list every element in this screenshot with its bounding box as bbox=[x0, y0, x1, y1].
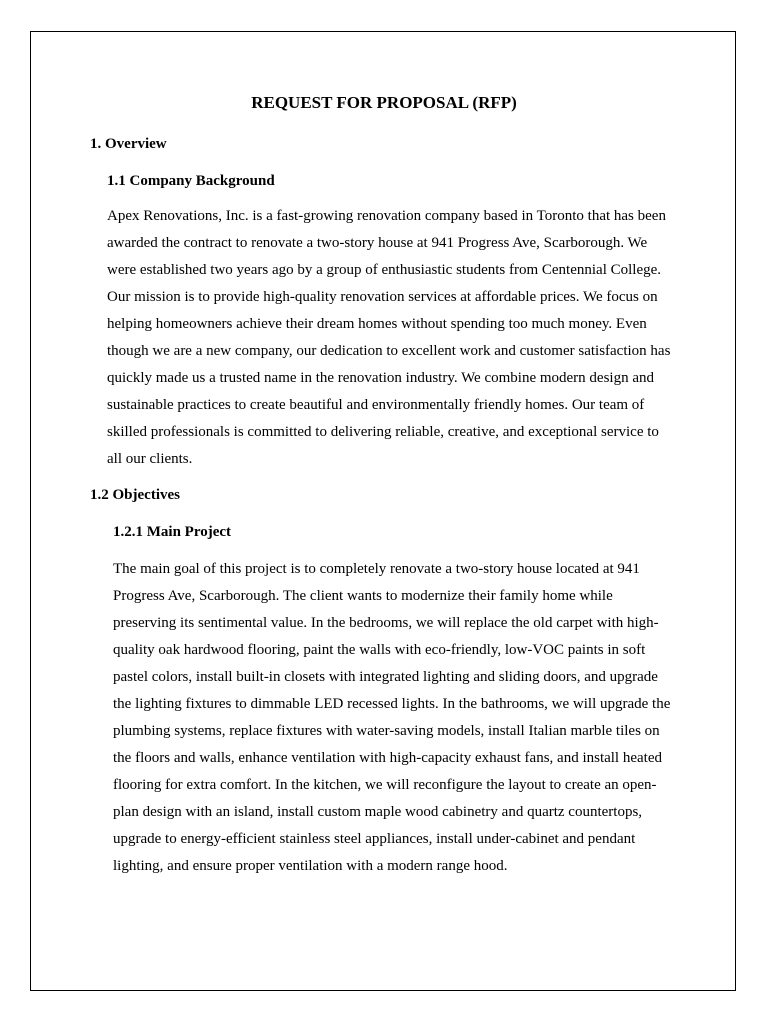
section-heading-objectives: 1.2 Objectives bbox=[90, 487, 180, 503]
paragraph-line: quality oak hardwood flooring, paint the walls with eco-friendly, low-VOC paints in soft bbox=[113, 642, 646, 658]
paragraph-line: skilled professionals is committed to delivering reliable, creative, and exceptional service to bbox=[107, 424, 659, 440]
paragraph-line: plumbing systems, replace fixtures with water-saving models, install Italian marble tiles on bbox=[113, 723, 660, 739]
paragraph-line: sustainable practices to create beautiful and environmentally friendly homes. Our team of bbox=[107, 397, 645, 413]
paragraph-line: flooring for extra comfort. In the kitchen, we will reconfigure the layout to create an open- bbox=[113, 777, 657, 793]
paragraph-line: Apex Renovations, Inc. is a fast-growing renovation company based in Toronto that has been bbox=[107, 208, 666, 224]
paragraph-line: Progress Ave, Scarborough. The client wants to modernize their family home while bbox=[113, 588, 613, 604]
section-heading-overview: 1. Overview bbox=[90, 136, 167, 152]
paragraph-line: Our mission is to provide high-quality renovation services at affordable prices. We focus on bbox=[107, 289, 658, 305]
paragraph-line: preserving its sentimental value. In the bedrooms, we will replace the old carpet with high- bbox=[113, 615, 659, 631]
paragraph-line: all our clients. bbox=[107, 451, 193, 467]
paragraph-line: the lighting fixtures to dimmable LED recessed lights. In the bathrooms, we will upgrade the bbox=[113, 696, 671, 712]
paragraph-line: lighting, and ensure proper ventilation with a modern range hood. bbox=[113, 858, 508, 874]
paragraph-line: pastel colors, install built-in closets with integrated lighting and sliding doors, and upgrade bbox=[113, 669, 658, 685]
paragraph-line: awarded the contract to renovate a two-story house at 941 Progress Ave, Scarborough. We bbox=[107, 235, 648, 251]
main-project-paragraph bbox=[113, 556, 670, 880]
paragraph-line: were established two years ago by a group of enthusiastic students from Centennial College. bbox=[107, 262, 662, 278]
paragraph-line: though we are a new company, our dedication to excellent work and customer satisfaction has bbox=[107, 343, 671, 359]
paragraph-line: upgrade to energy-efficient stainless steel appliances, install under-cabinet and pendant bbox=[113, 831, 636, 847]
document-title: REQUEST FOR PROPOSAL (RFP) bbox=[251, 93, 517, 112]
paragraph-line: The main goal of this project is to completely renovate a two-story house located at 941 bbox=[113, 561, 640, 577]
subsection-heading-main-project: 1.2.1 Main Project bbox=[113, 524, 232, 540]
paragraph-line: plan design with an island, install custom maple wood cabinetry and quartz countertops, bbox=[113, 804, 643, 820]
paragraph-line: the floors and walls, enhance ventilation with high-capacity exhaust fans, and install heated bbox=[113, 750, 662, 766]
subsection-heading-company-background: 1.1 Company Background bbox=[107, 173, 275, 189]
paragraph-line: helping homeowners achieve their dream homes without spending too much money. Even bbox=[107, 316, 647, 332]
company-background-paragraph bbox=[107, 203, 670, 473]
paragraph-line: quickly made us a trusted name in the renovation industry. We combine modern design and bbox=[107, 370, 654, 386]
